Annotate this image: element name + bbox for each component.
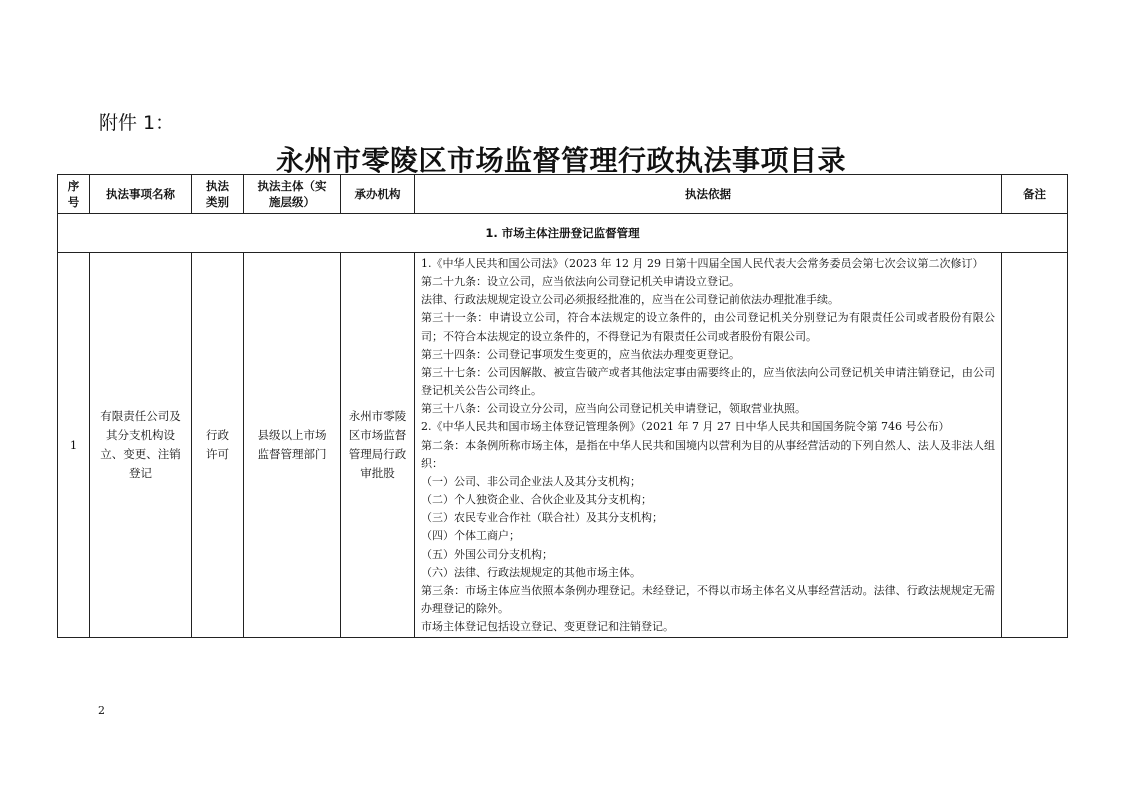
header-item-name: 执法事项名称: [90, 175, 192, 214]
basis-paragraph: 第三十八条：公司设立分公司，应当向公司登记机关申请登记，领取营业执照。: [421, 402, 806, 416]
row-subject: 县级以上市场监督管理部门: [244, 253, 341, 638]
basis-paragraph: （三）农民专业合作社（联合社）及其分支机构；: [421, 511, 663, 525]
basis-paragraph: 2.《中华人民共和国市场主体登记管理条例》（2021 年 7 月 27 日中华人民共和国国务院令第 746 号公布）: [421, 420, 950, 434]
row-category: 行政许可: [192, 253, 244, 638]
page-number: 2: [98, 704, 105, 717]
row-seq: 1: [58, 253, 90, 638]
page-title: 永州市零陵区市场监督管理行政执法事项目录: [275, 144, 846, 177]
row-agency: 永州市零陵区市场监督管理局行政审批股: [341, 253, 415, 638]
row-item-name: 有限责任公司及其分支机构设立、变更、注销登记: [90, 253, 192, 638]
basis-paragraph: （一）公司、非公司企业法人及其分支机构；: [421, 474, 641, 488]
header-category: 执法类别: [192, 175, 244, 214]
basis-paragraph: 第二条：本条例所称市场主体，是指在中华人民共和国境内以营利为目的从事经营活动的下列自然人、法人及非法人组织：: [421, 438, 995, 470]
section-row: [58, 214, 1068, 253]
enforcement-items-table: [57, 174, 1068, 638]
basis-paragraph: 第三十一条：申请设立公司，符合本法规定的设立条件的，由公司登记机关分别登记为有限责任公司或者股份有限公司；不符合本法规定的设立条件的，不得登记为有限责任公司或者股份有限公司。: [421, 311, 995, 343]
basis-paragraph: 第二十九条：设立公司，应当依法向公司登记机关申请设立登记。: [421, 275, 740, 289]
row-basis: [415, 253, 1002, 638]
header-seq: 序号: [58, 175, 90, 214]
basis-paragraph: （四）个体工商户；: [421, 529, 520, 543]
basis-paragraph: 第三十七条：公司因解散、被宣告破产或者其他法定事由需要终止的，应当依法向公司登记机关申请注销登记，由公司登记机关公告公司终止。: [421, 365, 995, 398]
basis-paragraph: （二）个人独资企业、合伙企业及其分支机构；: [421, 493, 652, 507]
basis-paragraph: 第三条：市场主体应当依照本条例办理登记。未经登记，不得以市场主体名义从事经营活动。法律、行政法规规定无需办理登记的除外。: [421, 583, 995, 615]
basis-paragraph: （五）外国公司分支机构；: [421, 547, 553, 561]
basis-paragraph: 法律、行政法规规定设立公司必须报经批准的，应当在公司登记前依法办理批准手续。: [421, 293, 839, 307]
attachment-label: 附件 1：: [99, 112, 175, 134]
table-row: [58, 253, 1068, 638]
section-title: 1. 市场主体注册登记监督管理: [58, 214, 1068, 253]
basis-paragraph: （六）法律、行政法规规定的其他市场主体。: [421, 565, 641, 579]
basis-paragraph: 市场主体登记包括设立登记、变更登记和注销登记。: [421, 620, 674, 634]
header-agency: 承办机构: [341, 175, 415, 214]
header-remarks: 备注: [1002, 175, 1068, 214]
basis-paragraph: 第三十四条：公司登记事项发生变更的，应当依法办理变更登记。: [421, 347, 740, 361]
header-basis: 执法依据: [415, 175, 1002, 214]
header-subject: 执法主体（实施层级）: [244, 175, 341, 214]
table-header-row: [58, 175, 1068, 214]
row-remarks: [1002, 253, 1068, 638]
basis-paragraph: 1.《中华人民共和国公司法》（2023 年 12 月 29 日第十四届全国人民代表大会常务委员会第七次会议第二次修订）: [421, 257, 984, 270]
